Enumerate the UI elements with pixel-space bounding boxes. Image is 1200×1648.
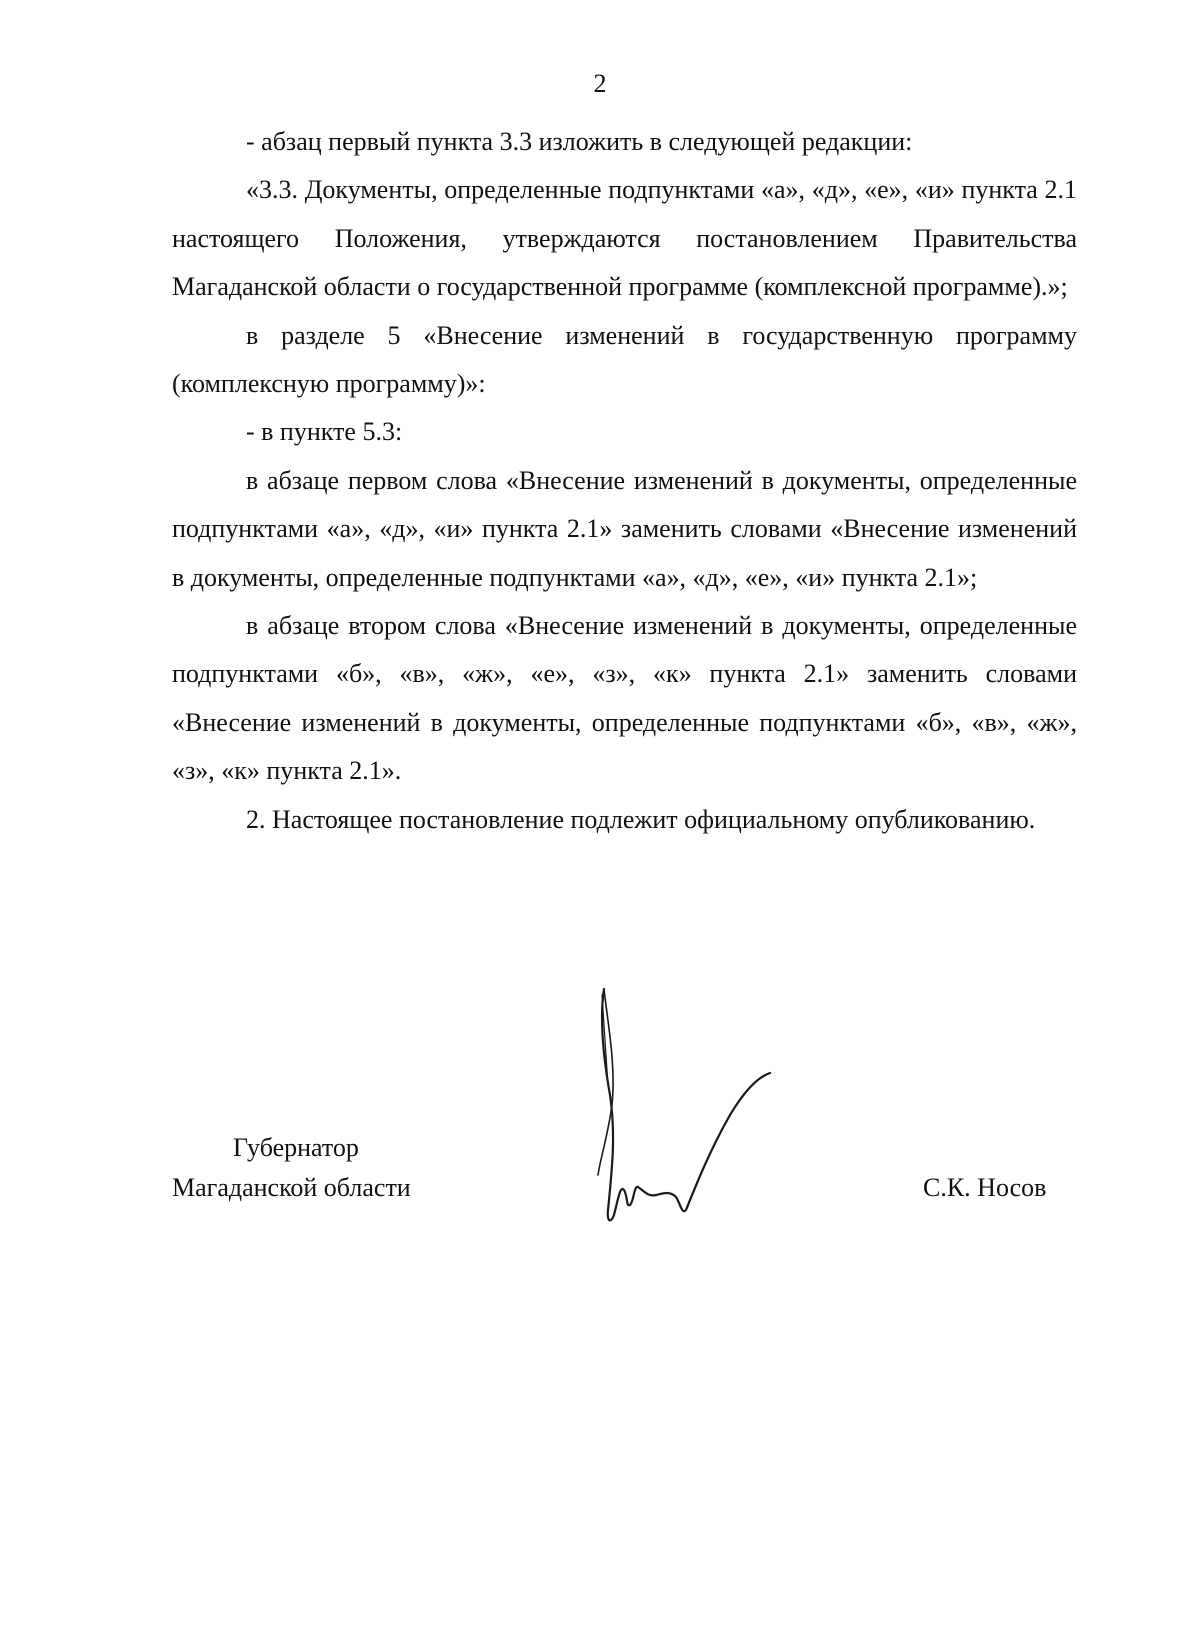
paragraph-point-5-3: - в пункте 5.3: xyxy=(246,417,403,447)
paragraph-3-3-text: «3.3. Документы, определенные подпунктами «а», «д», «е», «и» пункта 2.1 настоящего Положения, утверждаются постановлением Правительства Магаданской области о государственной программе (комплексной программе).»; xyxy=(172,175,1077,302)
signatory-title-line-2: Магаданской области xyxy=(172,1173,411,1202)
page-number: 2 xyxy=(593,69,607,98)
signatory-title-line-1: Губернатор xyxy=(233,1133,359,1162)
signatory-name: С.К. Носов xyxy=(923,1173,1047,1202)
paragraph-first-abzac: в абзаце первом слова «Внесение изменений в документы, определенные подпунктами «а», «д», «и» пункта 2.1» заменить словами «Внесение изменений в документы, определенные подпунктами «а», «д», «е», «и» пункта 2.1»; xyxy=(172,465,1077,592)
paragraph-publication: 2. Настоящее постановление подлежит официальному опубликованию. xyxy=(246,804,1036,834)
paragraph-second-abzac: в абзаце втором слова «Внесение изменений в документы, определенные подпунктами «б», «в», «ж», «е», «з», «к» пункта 2.1» заменить словами «Внесение изменений в документы, определенные подпунктами «б», «в», «ж», «з», «к» пункта 2.1». xyxy=(172,611,1077,786)
paragraph-section-5: в разделе 5 «Внесение изменений в государственную программу (комплексную программу)»: xyxy=(172,320,1077,399)
handwritten-signature xyxy=(590,985,840,1235)
paragraph-amend-3-3: - абзац первый пункта 3.3 изложить в следующей редакции: xyxy=(246,127,913,156)
